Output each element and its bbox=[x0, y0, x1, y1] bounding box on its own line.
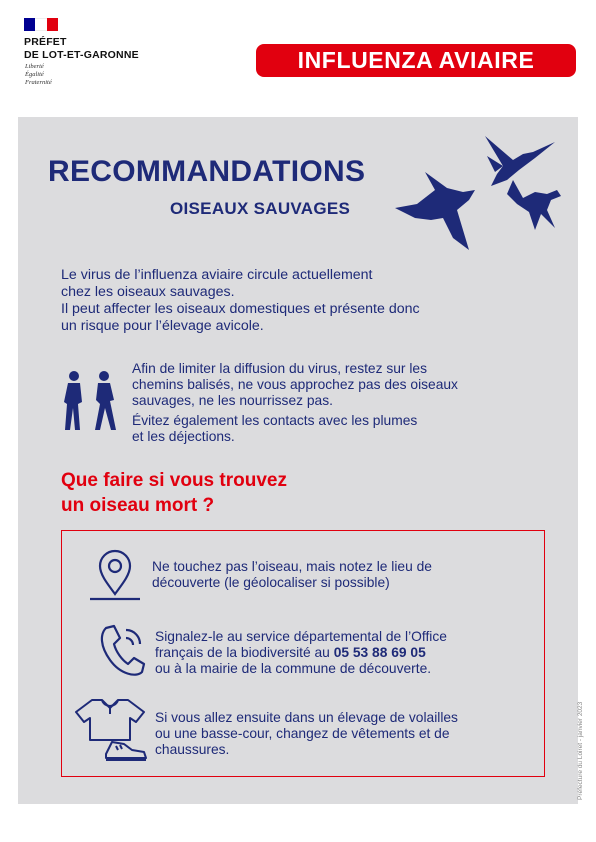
intro-line: un risque pour l’élevage avicole. bbox=[61, 318, 264, 334]
french-flag-logo bbox=[24, 18, 58, 31]
question-line: un oiseau mort ? bbox=[61, 495, 215, 516]
page-title: RECOMMANDATIONS bbox=[48, 155, 366, 188]
advice-line: sauvages, ne les nourrissez pas. bbox=[132, 393, 333, 408]
advice-line: et les déjections. bbox=[132, 429, 235, 444]
intro-line: Le virus de l’influenza aviaire circule actuellement bbox=[61, 267, 373, 283]
step-text: français de la biodiversité au bbox=[155, 645, 334, 660]
phone-icon bbox=[96, 622, 148, 678]
walkers-icon bbox=[58, 370, 124, 432]
step-report bbox=[155, 629, 447, 677]
influenza-banner: INFLUENZA AVIAIRE bbox=[256, 44, 576, 77]
advice-line: chemins balisés, ne vous approchez pas des oiseaux bbox=[132, 377, 458, 392]
step-line: Signalez-le au service départemental de l’Office bbox=[155, 629, 447, 644]
phone-number: 05 53 88 69 05 bbox=[333, 645, 426, 660]
step-line: ou une basse-cour, changez de vêtements et de bbox=[155, 726, 450, 741]
motto-egalite: Égalité bbox=[25, 71, 44, 78]
step-change-clothes bbox=[155, 710, 458, 758]
step-line bbox=[155, 645, 447, 661]
step-line: ou à la mairie de la commune de découverte. bbox=[155, 661, 432, 676]
step-line: découverte (le géolocaliser si possible) bbox=[152, 575, 390, 590]
intro-line: chez les oiseaux sauvages. bbox=[61, 284, 235, 300]
birds-illustration bbox=[395, 128, 565, 258]
step-dont-touch bbox=[152, 559, 432, 591]
page-subtitle: OISEAUX SAUVAGES bbox=[170, 199, 351, 218]
dead-bird-question bbox=[61, 468, 287, 518]
advice-line: Afin de limiter la diffusion du virus, restez sur les bbox=[132, 361, 427, 376]
clothes-shoe-icon bbox=[72, 698, 148, 764]
question-line: Que faire si vous trouvez bbox=[61, 470, 287, 491]
advice-text bbox=[132, 361, 458, 445]
advice-line: Évitez également les contacts avec les plumes bbox=[132, 413, 418, 428]
prefet-title: PRÉFET bbox=[24, 36, 67, 48]
prefecture-credit: Préfecture du Loiret - janvier 2023 bbox=[577, 701, 584, 800]
intro-line: Il peut affecter les oiseaux domestiques et présente donc bbox=[61, 301, 420, 317]
location-pin-icon bbox=[88, 544, 142, 602]
intro-text bbox=[61, 267, 420, 335]
step-line: chaussures. bbox=[155, 742, 230, 757]
step-line: Si vous allez ensuite dans un élevage de volailles bbox=[155, 710, 458, 725]
motto-liberte: Liberté bbox=[25, 63, 44, 70]
step-line: Ne touchez pas l’oiseau, mais notez le lieu de bbox=[152, 559, 432, 574]
motto-fraternite: Fraternité bbox=[25, 79, 52, 86]
prefet-department: DE LOT-ET-GARONNE bbox=[24, 49, 139, 61]
